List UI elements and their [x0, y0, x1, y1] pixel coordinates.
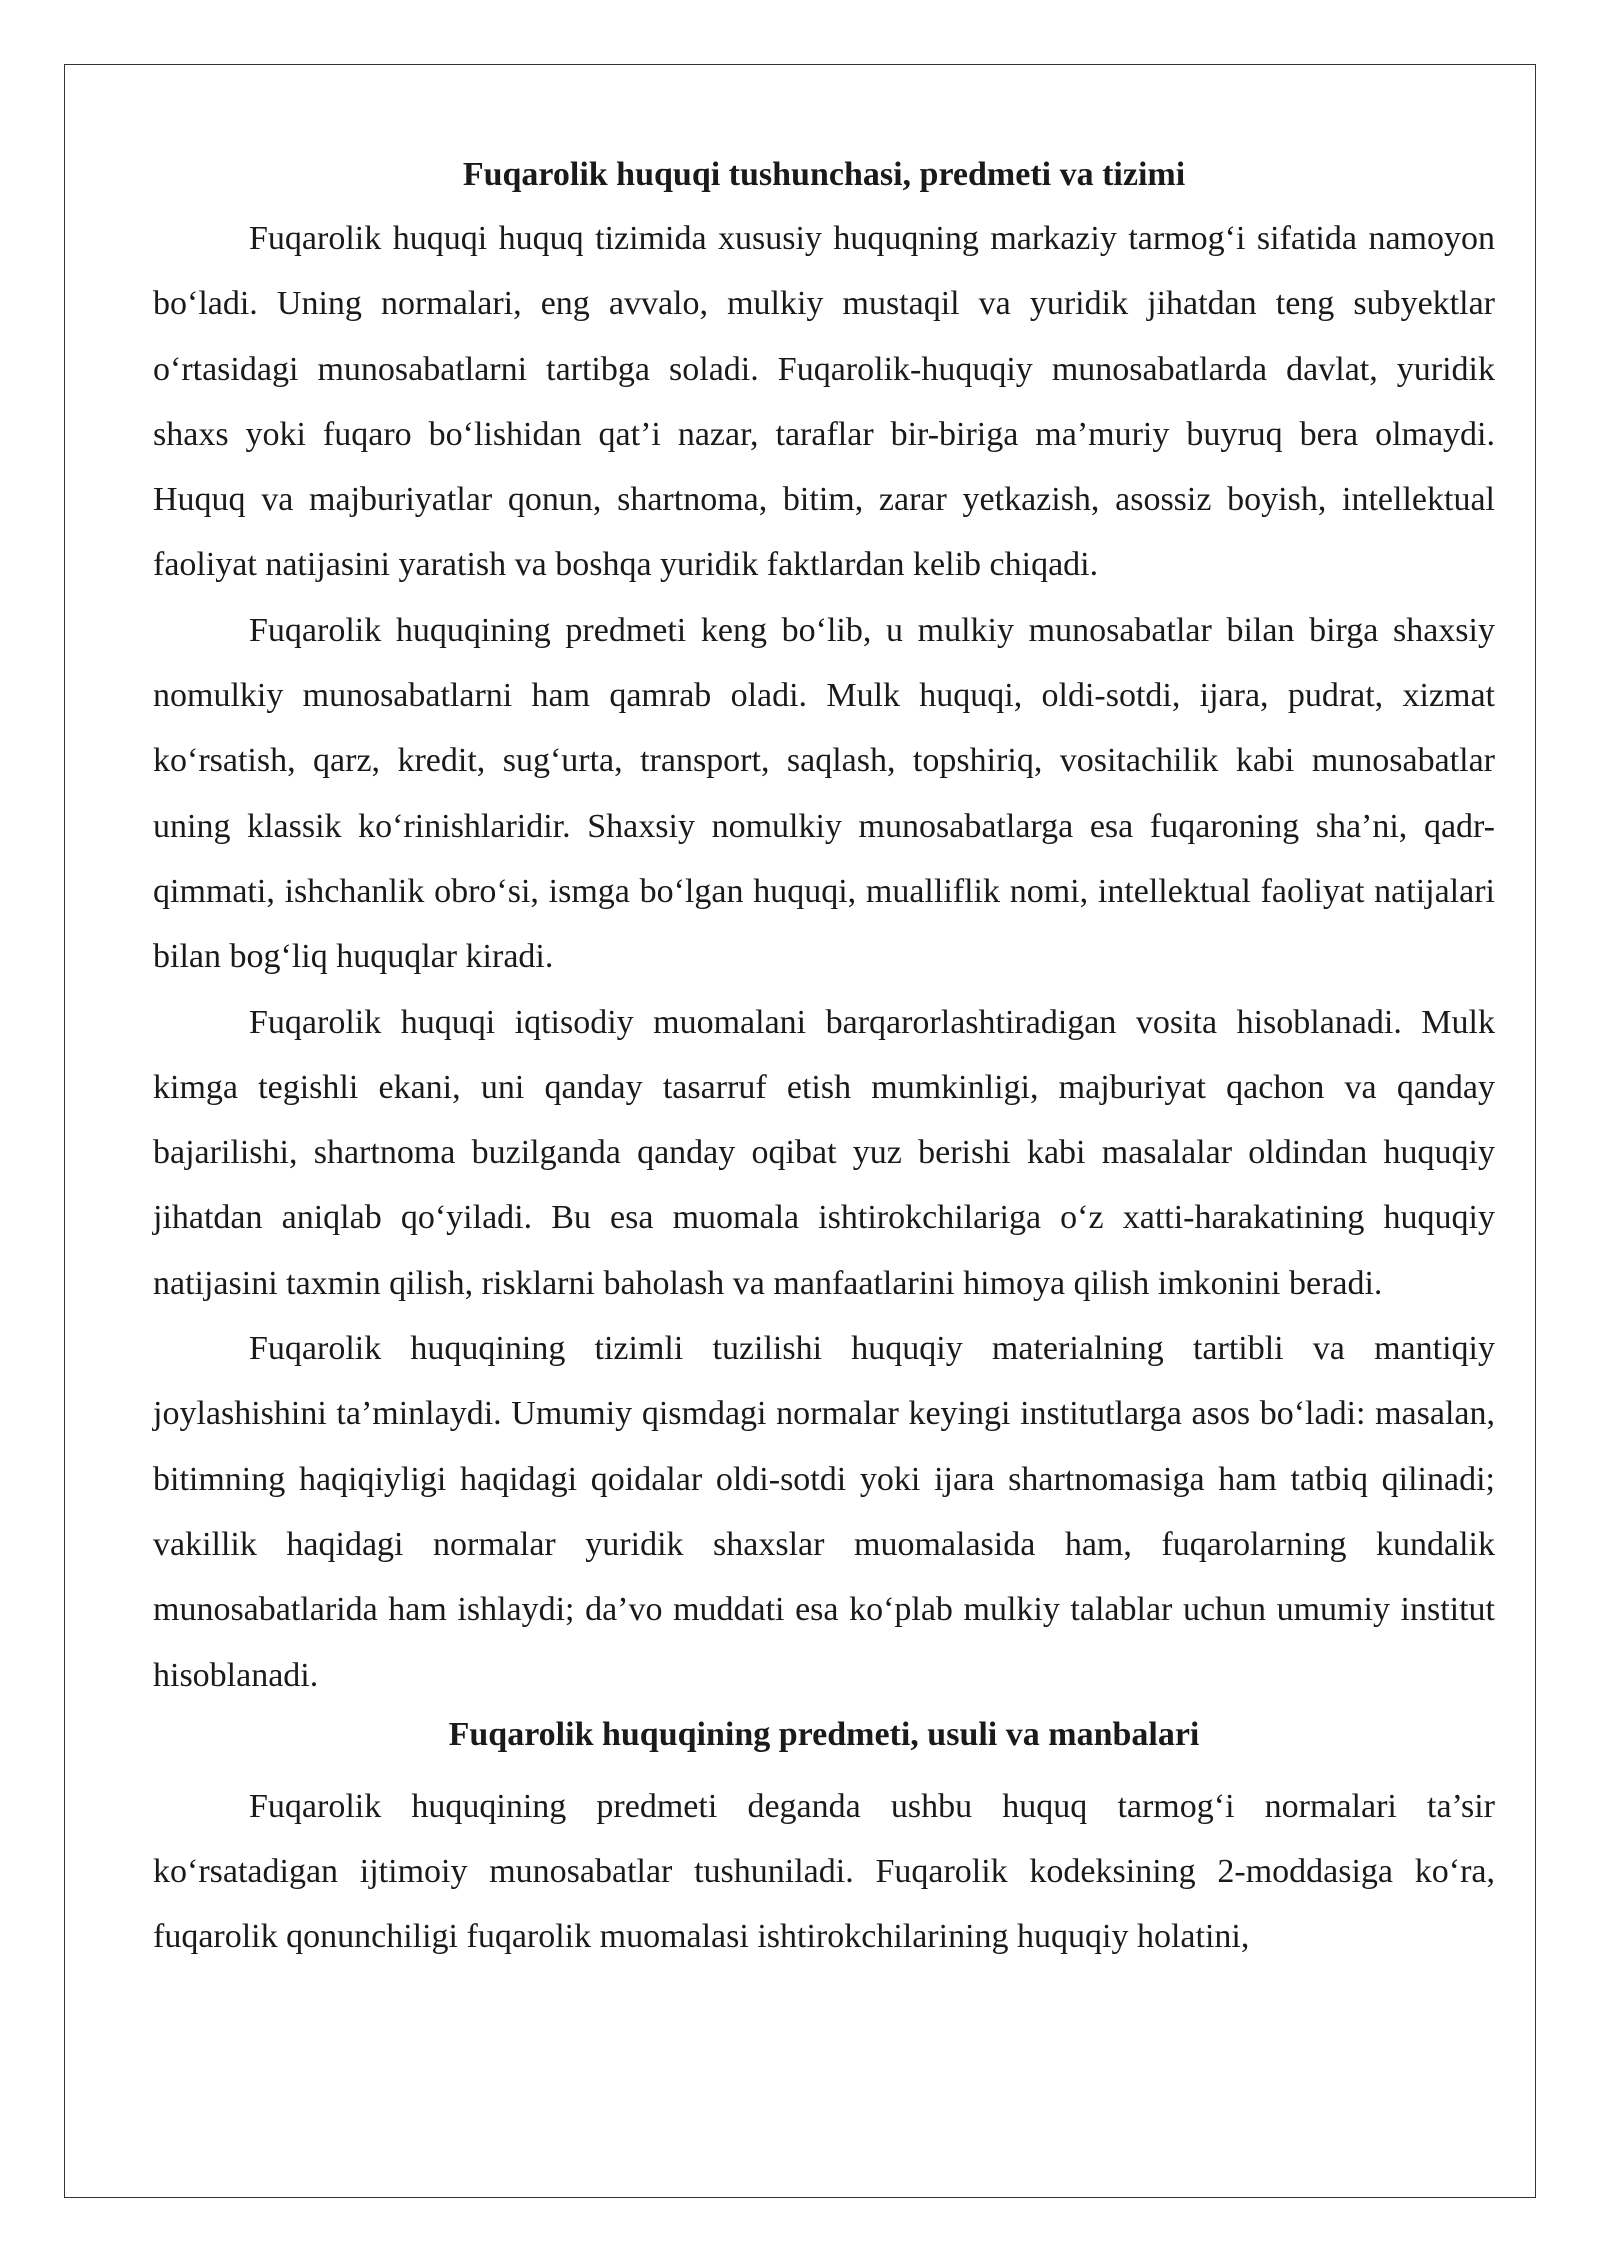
section-title: Fuqarolik huquqi tushunchasi, predmeti va tizimi — [462, 156, 1186, 193]
paragraph: Fuqarolik huquqi huquq tizimida xususiy huquqning markaziy tarmog‘i sifatida namoyon bo‘ladi. Uning normalari, eng avvalo, mulkiy mustaqil va yuridik jihatdan teng subyektlar o‘rtasidagi munosabatlarni tartibga soladi. Fuqarolik-huquqiy munosabatlarda davlat, yuridik shaxs yoki fuqaro bo‘lishidan qat’i nazar, taraflar bir-biriga ma’muriy buyruq bera olmaydi. Huquq va majburiyatlar qonun, shartnoma, bitim, zarar yetkazish, asossiz boyish, intellektual faoliyat natijasini yaratish va boshqa yuridik faktlardan kelib chiqadi. — [153, 220, 1495, 584]
section-title: Fuqarolik huquqining predmeti, usuli va manbalari — [448, 1715, 1200, 1753]
paragraph: Fuqarolik huquqining tizimli tuzilishi huquqiy materialning tartibli va mantiqiy joylashishini ta’minlaydi. Umumiy qismdagi normalar keyingi institutlarga asos bo‘ladi: masalan, bitimning haqiqiyligi haqidagi qoidalar oldi-sotdi yoki ijara shartnomasiga ham tatbiq qilinadi; vakillik haqidagi normalar yuridik shaxslar muomalasida ham, fuqarolarning kundalik munosabatlarida ham ishlaydi; da’vo muddati esa ko‘plab mulkiy talablar uchun umumiy institut hisoblanadi. — [153, 1330, 1495, 1694]
paragraph: Fuqarolik huquqining predmeti keng bo‘lib, u mulkiy munosabatlar bilan birga shaxsiy nomulkiy munosabatlarni ham qamrab oladi. Mulk huquqi, oldi-sotdi, ijara, pudrat, xizmat ko‘rsatish, qarz, kredit, sug‘urta, transport, saqlash, topshiriq, vositachilik kabi munosabatlar uning klassik ko‘rinishlaridir. Shaxsiy nomulkiy munosabatlarga esa fuqaroning sha’ni, qadr-qimmati, ishchanlik obro‘si, ismga bo‘lgan huquqi, mualliflik nomi, intellektual faoliyat natijalari bilan bog‘liq huquqlar kiradi. — [153, 611, 1495, 976]
paragraph: Fuqarolik huquqi iqtisodiy muomalani barqarorlashtiradigan vosita hisoblanadi. Mulk kimga tegishli ekani, uni qanday tasarruf etish mumkinligi, majburiyat qachon va qanday bajarilishi, shartnoma buzilganda qanday oqibat yuz berishi kabi masalalar oldindan huquqiy jihatdan aniqlab qo‘yiladi. Bu esa muomala ishtirokchilariga o‘z xatti-harakatining huquqiy natijasini taxmin qilish, risklarni baholash va manfaatlarini himoya qilish imkonini beradi. — [153, 1003, 1495, 1302]
paragraph: Fuqarolik huquqining predmeti deganda ushbu huquq tarmog‘i normalari ta’sir ko‘rsatadigan ijtimoiy munosabatlar tushuniladi. Fuqarolik kodeksining 2-moddasiga ko‘ra, fuqarolik qonunchiligi fuqarolik muomalasi ishtirokchilarining huquqiy holatini, — [153, 1787, 1495, 1956]
document-body — [153, 150, 1495, 1970]
